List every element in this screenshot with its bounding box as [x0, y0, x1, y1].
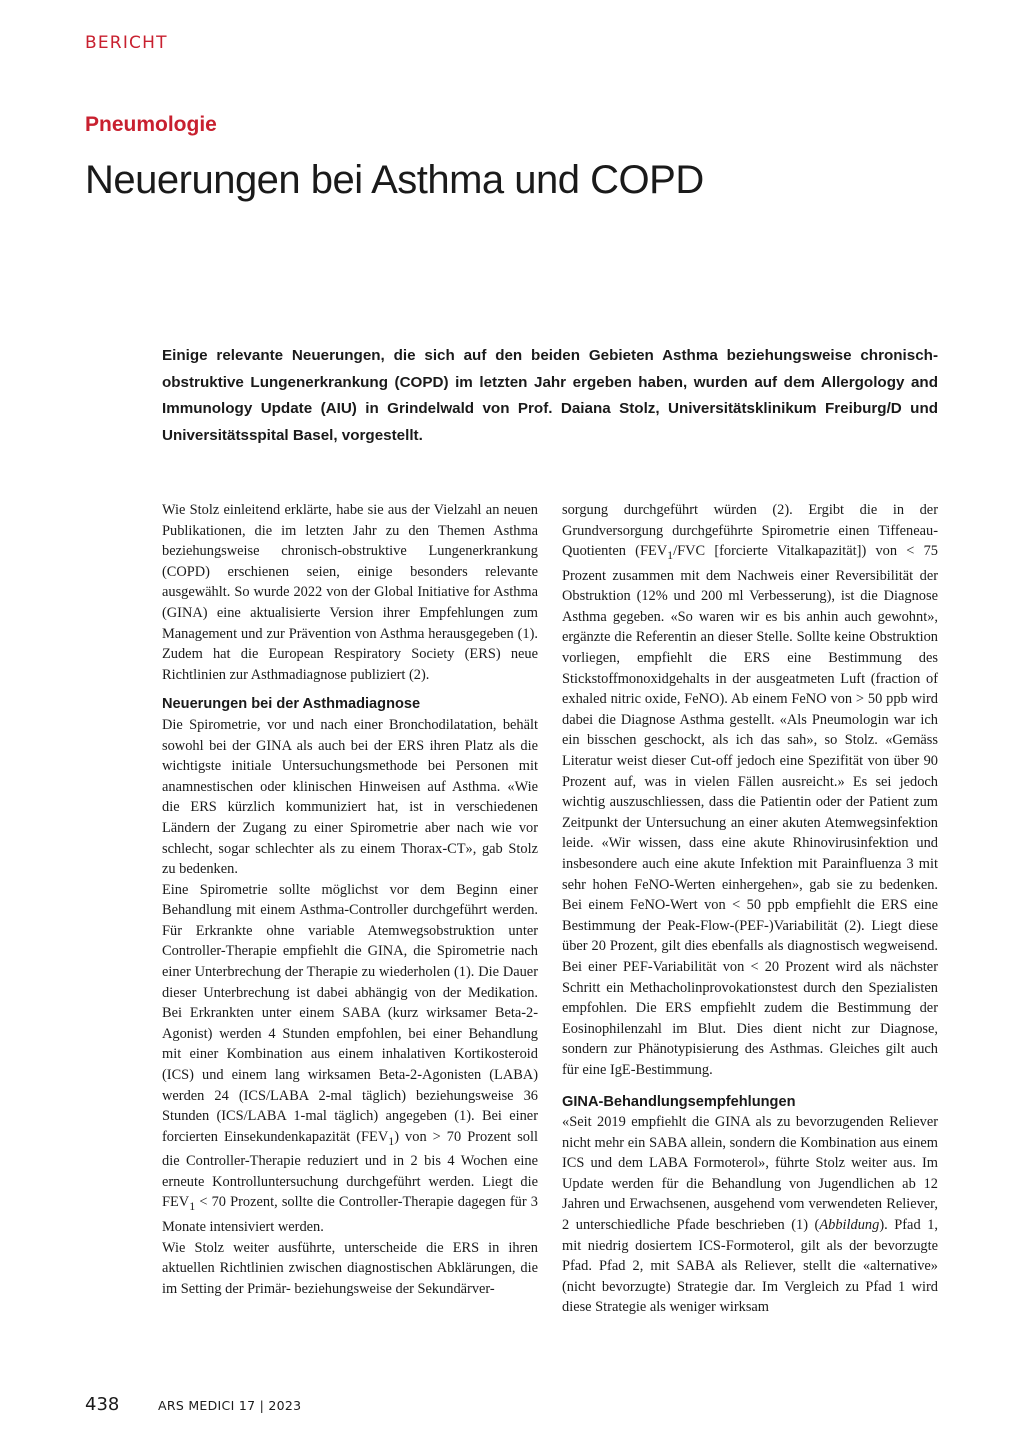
text-run: /FVC [forcierte Vitalkapazität]) von < 75 Prozent zusammen mit dem Nachweis einer Reversibilität der Obstruktion (12% und 200 ml Verbesserung), ist die Diagnose Asthma gegeben. «So waren wir es bis anhin auch gewohnt», ergänzte die Referentin an dieser Stelle. Sollte keine Obstruktion vorliegen, empfiehlt die ERS eine Bestimmung des Stickstoffmonoxidgehalts in der ausgeatmeten Luft (fraction of exhaled nitric oxide, FeNO). Ab einem FeNO von > 50 ppb wird dabei die Diagnose Asthma gestellt. «Als Pneumologin war ich ein bisschen geschockt, als ich das sah», so Stolz. «Gemäss Literatur weist dieser Cut-off jedoch eine Spezifität von über 90 Prozent auf, was in vielen Fällen ausreicht.» Es sei jedoch wichtig auszuschliessen, dass die Patientin oder der Patient zum Zeitpunkt der Untersuchung an einer akuten Atemwegsinfektion leide. «Wir wissen, dass eine akute Rhinovirusinfektion und insbesondere auch eine akute Infektion mit Parainfluenza 3 mit sehr hohen FeNO-Werten einhergehen», gab sie zu bedenken. Bei einem FeNO-Wert von < 50 ppb empfiehlt die ERS eine Bestimmung der Peak-Flow-(PEF-)Variabilität (2). Liegt diese über 20 Prozent, gilt dies ebenfalls als diagnostisch wegweisend. Bei einer PEF-Variabilität von < 20 Prozent wird als nächster Schritt ein Methacholinprovokationstest durch den Spezialisten empfohlen. Die ERS empfiehlt zudem die Bestimmung der Eosinophilenzahl im Blut. Dies dient nicht zur Diagnose, sondern zur Phänotypisierung des Asthmas. Gleiches gilt auch für eine IgE-Bestimmung.: [562, 543, 938, 1078]
paragraph: [162, 880, 538, 1238]
text-run: < 70 Prozent, sollte die Controller-Therapie dagegen für 3 Monate intensiviert werden.: [162, 1194, 538, 1235]
paragraph: Wie Stolz weiter ausführte, unterscheide die ERS in ihren aktuellen Richtlinien zwischen diagnostischen Abklärungen, die im Setting der Primär- beziehungsweise der Sekundärver-: [162, 1239, 538, 1297]
subscript: 1: [189, 1199, 196, 1214]
article-title: Neuerungen bei Asthma und COPD: [85, 158, 704, 202]
paragraph: Die Spirometrie, vor und nach einer Bronchodilatation, behält sowohl bei der GINA als auch bei der ERS ihren Platz als die wichtigste initiale Untersuchungsmethode bei Personen mit anamnestischen oder klinischen Hinweisen auf Asthma. «Wie die ERS kürzlich kommuniziert hat, ist in verschiedenen Ländern der Zugang zu einer Spirometrie aber nach wie vor schlecht, sogar schlechter als zu einem Thorax-CT», gab Stolz zu bedenken.: [162, 716, 538, 878]
article-lead: Einige relevante Neuerungen, die sich auf den beiden Gebieten Asthma beziehungsweise chronisch-obstruktive Lungenerkrankung (COPD) im letzten Jahr ergeben haben, wurden auf dem Allergology and Immunology Update (AIU) in Grindelwald von Prof. Daiana Stolz, Universitätsklinikum Freiburg/D und Universitätsspital Basel, vorgestellt.: [162, 347, 938, 444]
text-run: «Seit 2019 empfiehlt die GINA als zu bevorzugenden Reliever nicht mehr ein SABA allein, sondern die Kombination aus einem ICS und dem LABA Formoterol», führte Stolz weiter aus. Im Update werden für die Behandlung von Jugendlichen ab 12 Jahren und Erwachsenen, ausgehend vom verwendeten Reliever, 2 unterschiedliche Pfade beschrieben (1) (: [562, 1114, 938, 1234]
section-label: BERICHT: [85, 33, 168, 53]
subscript: 1: [388, 1133, 395, 1148]
right-column: [562, 500, 938, 1318]
paragraph: [562, 1112, 938, 1318]
section-heading: Neuerungen bei der Asthmadiagnose: [162, 696, 421, 713]
page-number: 438: [85, 1394, 120, 1415]
text-run: ) von > 70 Prozent soll die Controller-Therapie reduziert und in 2 bis 4 Wochen eine erneute Kontrolluntersuchung durchgeführt werden. Liegt die FEV: [162, 1128, 539, 1211]
journal-info: ARS MEDICI 17 | 2023: [158, 1398, 302, 1413]
text-run: sorgung durchgeführt würden (2). Ergibt die in der Grundversorgung durchgeführte Spirometrie einen Tiffeneau-Quotienten (FEV: [562, 502, 938, 560]
text-run: Eine Spirometrie sollte möglichst vor dem Beginn einer Behandlung mit einem Asthma-Controller durchgeführt werden. Für Erkrankte ohne variable Atemwegsobstruktion unter Controller-Therapie empfiehlt die GINA, die Spirometrie nach einer Unterbrechung der Therapie zu wiederholen (1). Die Dauer dieser Unterbrechung ist dabei abhängig von der Medikation. Bei Erkrankten unter einem SABA (kurz wirksamer Beta-2-Agonist) werden 4 Stunden empfohlen, bei einer Behandlung mit einer Kombination aus einem inhalativen Kortikosteroid (ICS) und einem lang wirksamen Beta-2-Agonisten (LABA) werden 24 (ICS/LABA 2-mal täglich) beziehungsweise 36 Stunden (ICS/LABA 1-mal täglich) angegeben (1). Bei einer forcierten Einsekundenkapazität (FEV: [162, 881, 538, 1145]
subscript: 1: [667, 548, 674, 563]
paragraph: Wie Stolz einleitend erklärte, habe sie aus der Vielzahl an neuen Publikationen, die im letzten Jahr zu den Themen Asthma beziehungsweise chronisch-obstruktive Lungenerkrankung (COPD) erschienen seien, einige besonders relevante ausgewählt. So wurde 2022 von der Global Initiative for Asthma (GINA) eine aktualisierte Version ihrer Empfehlungen zum Management und zur Prävention von Asthma herausgegeben (1). Zudem hat die European Respiratory Society (ERS) neue Richtlinien zur Asthmadiagnose publiziert (2).: [162, 502, 538, 683]
text-run: ). Pfad 1, mit niedrig dosiertem ICS-Formoterol, gilt als der bevorzugte Pfad. Pfad 2, mit SABA als Reliever, stellt die «alternative» (nicht bevorzugte) Strategie dar. Im Vergleich zu Pfad 1 wird diese Strategie als weniger wirksam: [562, 1217, 938, 1316]
article-kicker: Pneumologie: [85, 113, 217, 136]
section-heading: GINA-Behandlungsempfehlungen: [562, 1093, 796, 1110]
figure-reference: Abbildung: [819, 1217, 880, 1234]
left-column: [162, 500, 538, 1299]
paragraph: [562, 500, 938, 1081]
